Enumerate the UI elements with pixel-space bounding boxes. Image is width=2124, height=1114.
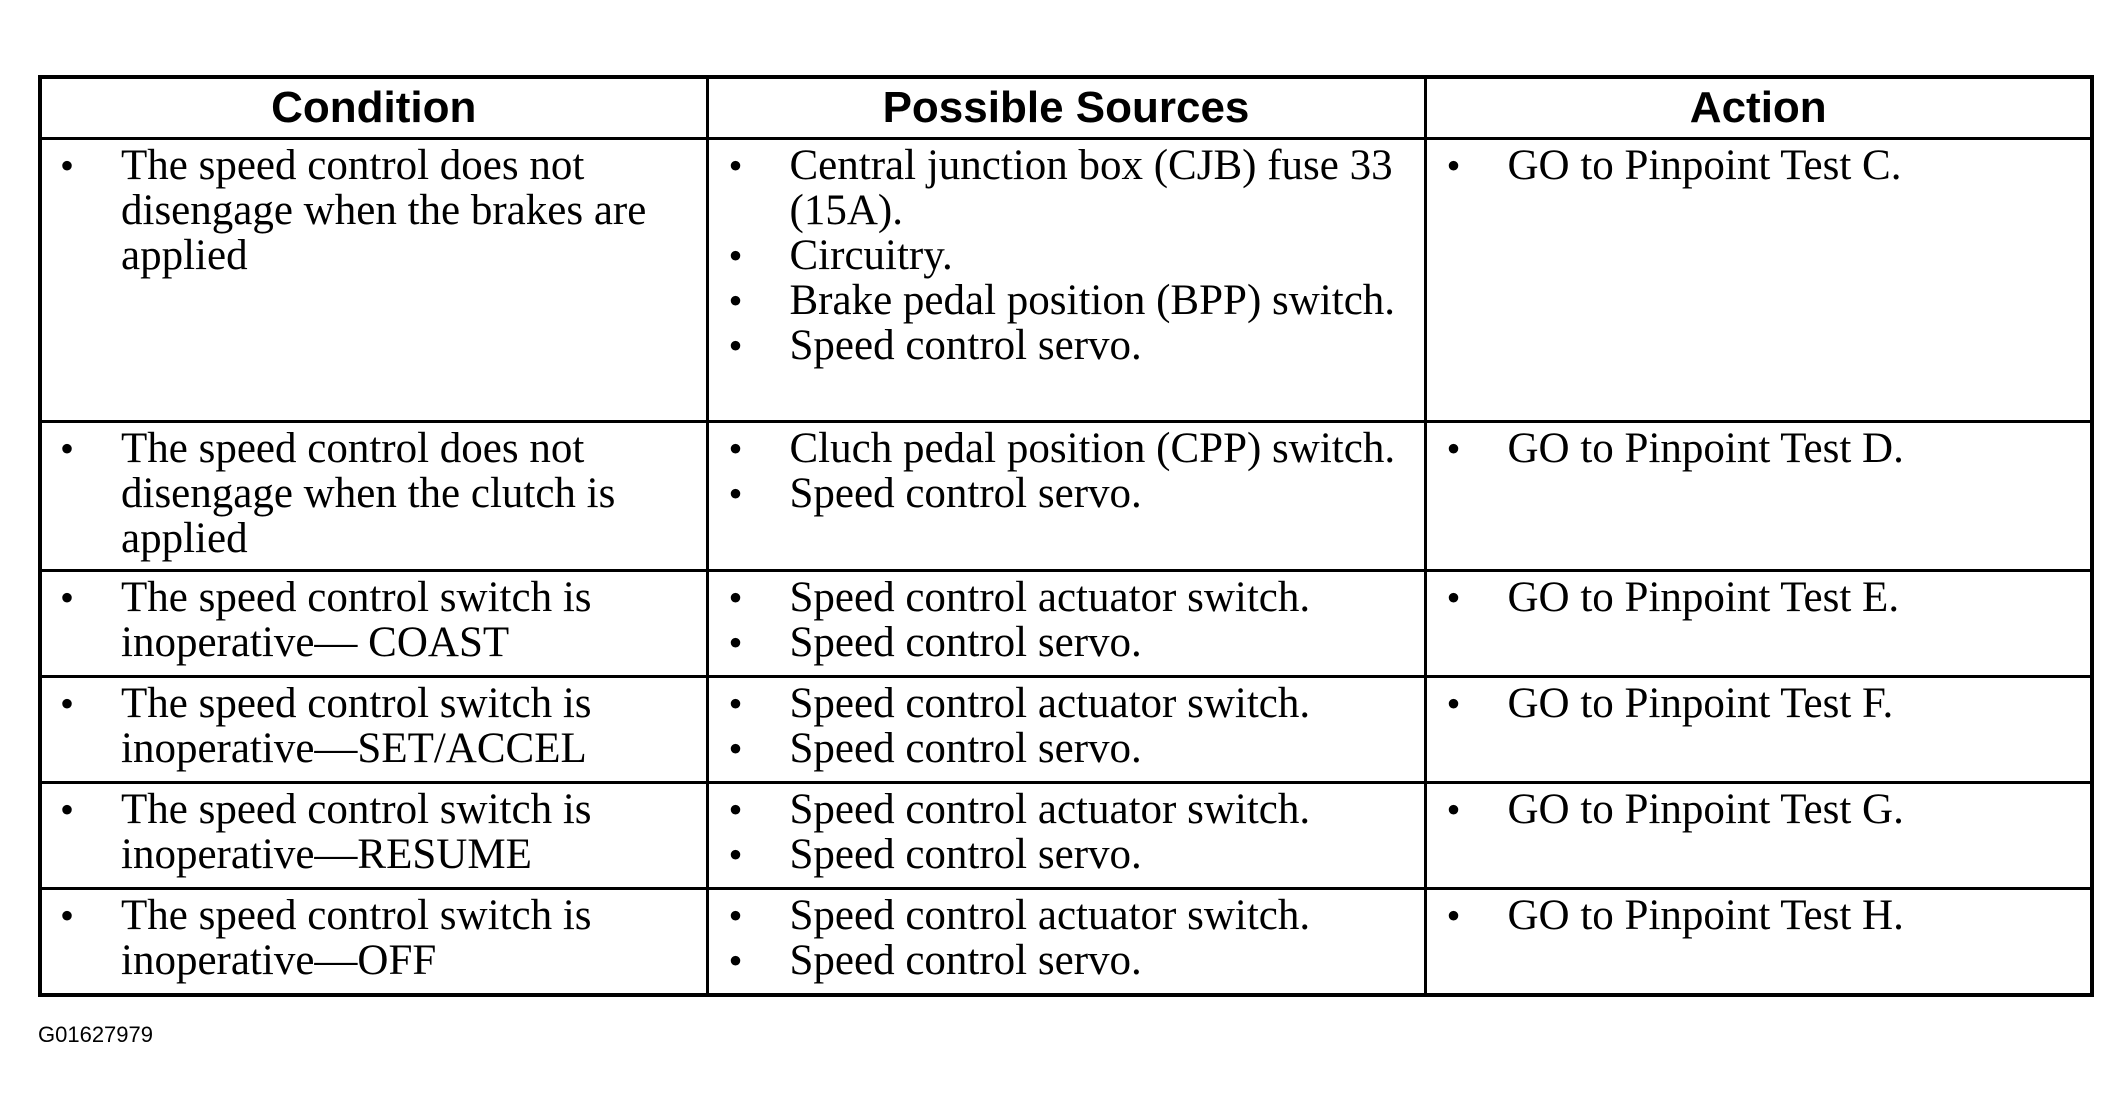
list-item [1427, 575, 2081, 620]
action-cell [1425, 571, 2092, 677]
sources-cell [707, 783, 1425, 889]
source-text: Circuitry. [789, 232, 953, 279]
bullet-icon: • [728, 938, 743, 983]
list-item [709, 938, 1414, 983]
sources-cell [707, 139, 1425, 422]
list-item [709, 681, 1414, 726]
header-possible-sources: Possible Sources [707, 77, 1425, 139]
source-text: Speed control actuator switch. [789, 892, 1311, 939]
condition-cell [40, 677, 707, 783]
action-text: GO to Pinpoint Test E. [1507, 574, 1900, 621]
condition-text: The speed control switch is inoperative—OFF [121, 892, 592, 984]
list-item [709, 575, 1414, 620]
source-text: Speed control servo. [789, 831, 1142, 878]
bullet-icon: • [728, 620, 743, 665]
list-item [42, 681, 696, 771]
list-item [1427, 681, 2081, 726]
bullet-icon: • [728, 323, 743, 368]
action-cell [1425, 422, 2092, 571]
condition-text: The speed control switch is inoperative—SET/ACCEL [121, 680, 592, 772]
sources-cell [707, 677, 1425, 783]
bullet-icon: • [728, 143, 743, 188]
bullet-icon: • [1446, 893, 1461, 938]
bullet-icon: • [728, 575, 743, 620]
bullet-icon: • [1446, 575, 1461, 620]
bullet-icon: • [728, 726, 743, 771]
list-item [1427, 787, 2081, 832]
source-text: Speed control servo. [789, 937, 1142, 984]
action-cell [1425, 677, 2092, 783]
list-item [709, 426, 1414, 471]
list-item [709, 893, 1414, 938]
bullet-icon: • [728, 787, 743, 832]
sources-cell [707, 422, 1425, 571]
action-cell [1425, 139, 2092, 422]
source-text: Brake pedal position (BPP) switch. [789, 277, 1396, 324]
list-item [709, 726, 1414, 771]
action-cell [1425, 783, 2092, 889]
list-item [709, 471, 1414, 516]
condition-text: The speed control does not disengage when the clutch is applied [121, 425, 616, 562]
bullet-icon: • [728, 426, 743, 471]
condition-cell [40, 422, 707, 571]
bullet-icon: • [60, 143, 75, 188]
source-text: Speed control actuator switch. [789, 680, 1311, 727]
list-item [42, 426, 696, 561]
condition-text: The speed control does not disengage when the brakes are applied [121, 142, 647, 279]
header-action: Action [1425, 77, 2092, 139]
table-row [40, 422, 2092, 571]
list-item [709, 787, 1414, 832]
bullet-icon: • [728, 832, 743, 877]
header-condition: Condition [40, 77, 707, 139]
condition-cell [40, 139, 707, 422]
bullet-icon: • [60, 787, 75, 832]
condition-cell [40, 571, 707, 677]
figure-id: G01627979 [38, 1022, 153, 1047]
bullet-icon: • [60, 426, 75, 471]
source-text: Speed control servo. [789, 322, 1142, 369]
list-item [709, 323, 1414, 368]
source-text: Speed control actuator switch. [789, 574, 1311, 621]
table-row [40, 889, 2092, 996]
bullet-icon: • [1446, 426, 1461, 471]
bullet-icon: • [60, 575, 75, 620]
list-item [709, 233, 1414, 278]
header-row [40, 77, 2092, 139]
source-text: Central junction box (CJB) fuse 33 (15A). [789, 142, 1393, 234]
list-item [709, 278, 1414, 323]
condition-text: The speed control switch is inoperative—RESUME [121, 786, 592, 878]
bullet-icon: • [1446, 681, 1461, 726]
source-text: Speed control servo. [789, 725, 1142, 772]
table-row [40, 677, 2092, 783]
table-row [40, 783, 2092, 889]
bullet-icon: • [728, 681, 743, 726]
list-item [1427, 426, 2081, 471]
bullet-icon: • [1446, 787, 1461, 832]
diagnosis-table [38, 75, 2094, 997]
bullet-icon: • [1446, 143, 1461, 188]
table-row [40, 571, 2092, 677]
bullet-icon: • [728, 278, 743, 323]
bullet-icon: • [60, 893, 75, 938]
bullet-icon: • [728, 893, 743, 938]
source-text: Speed control actuator switch. [789, 786, 1311, 833]
bullet-icon: • [728, 471, 743, 516]
condition-text: The speed control switch is inoperative— COAST [121, 574, 592, 666]
list-item [709, 143, 1414, 233]
list-item [1427, 893, 2081, 938]
sources-cell [707, 571, 1425, 677]
sources-cell [707, 889, 1425, 996]
bullet-icon: • [728, 233, 743, 278]
bullet-icon: • [60, 681, 75, 726]
condition-cell [40, 783, 707, 889]
action-text: GO to Pinpoint Test C. [1507, 142, 1902, 189]
action-text: GO to Pinpoint Test H. [1507, 892, 1904, 939]
list-item [709, 620, 1414, 665]
source-text: Speed control servo. [789, 619, 1142, 666]
action-text: GO to Pinpoint Test G. [1507, 786, 1904, 833]
list-item [42, 143, 696, 278]
action-text: GO to Pinpoint Test D. [1507, 425, 1904, 472]
list-item [42, 893, 696, 983]
list-item [42, 575, 696, 665]
condition-cell [40, 889, 707, 996]
action-text: GO to Pinpoint Test F. [1507, 680, 1894, 727]
list-item [42, 787, 696, 877]
list-item [1427, 143, 2081, 188]
source-text: Cluch pedal position (CPP) switch. [789, 425, 1396, 472]
action-cell [1425, 889, 2092, 996]
table-row [40, 139, 2092, 422]
list-item [709, 832, 1414, 877]
source-text: Speed control servo. [789, 470, 1142, 517]
